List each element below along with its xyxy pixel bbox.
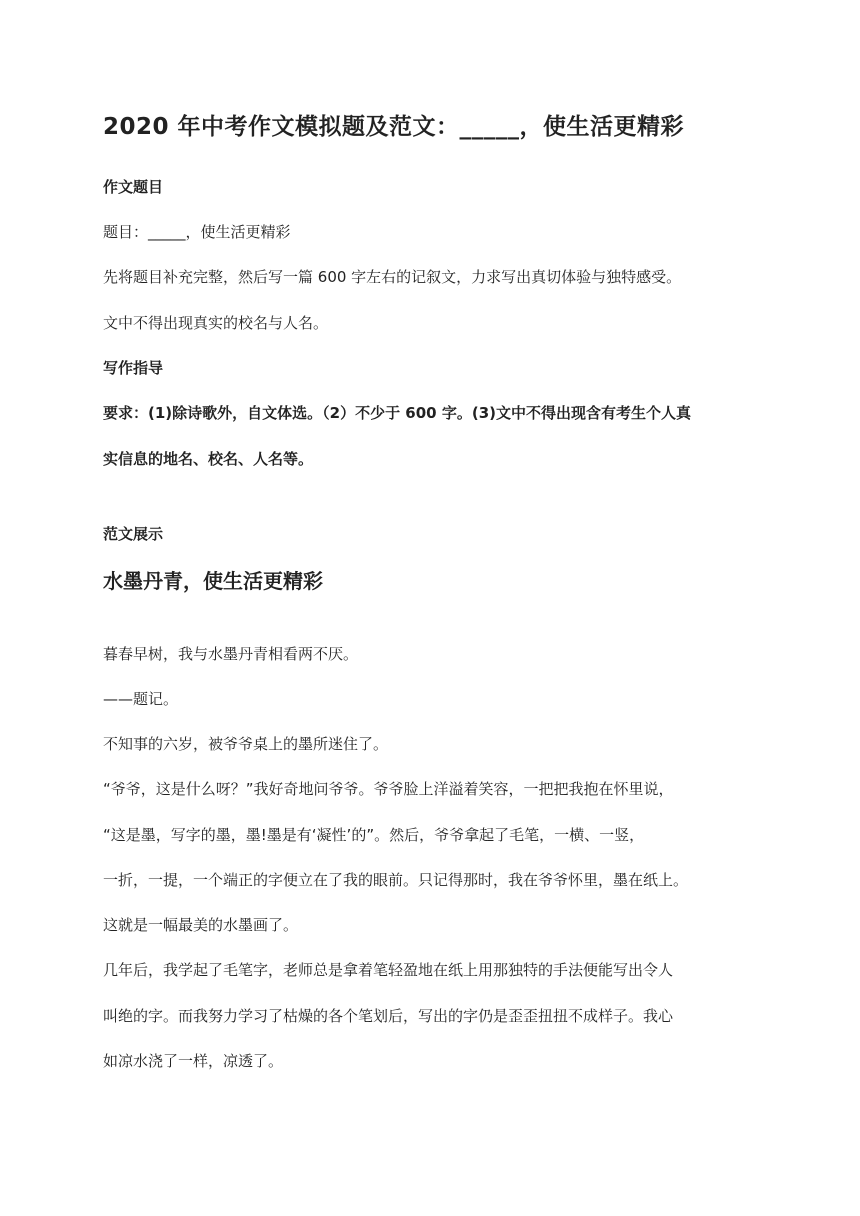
essay-title: 水墨丹青，使生活更精彩: [103, 569, 323, 593]
essay-heading: 范文展示: [103, 525, 164, 543]
topic-line-1: 题目：_____，使生活更精彩: [103, 223, 291, 241]
essay-line-6: 一折，一提，一个端正的字便立在了我的眼前。只记得那时，我在爷爷怀里，墨在纸上。: [103, 871, 689, 889]
essay-line-2: ——题记。: [103, 690, 179, 708]
essay-line-5: “这是墨，写字的墨，墨!墨是有‘凝性’的”。然后，爷爷拿起了毛笔，一横、一竖，: [103, 826, 645, 844]
topic-line-2: 先将题目补充完整，然后写一篇 600 字左右的记叙文，力求写出真切体验与独特感受。: [103, 268, 682, 286]
topic-line-3: 文中不得出现真实的校名与人名。: [103, 314, 329, 332]
essay-line-4: “爷爷，这是什么呀？”我好奇地问爷爷。爷爷脸上洋溢着笑容，一把把我抱在怀里说，: [103, 780, 674, 798]
essay-line-9: 叫绝的字。而我努力学习了枯燥的各个笔划后，写出的字仍是歪歪扭扭不成样子。我心: [103, 1007, 674, 1025]
essay-line-8: 几年后，我学起了毛笔字，老师总是拿着笔轻盈地在纸上用那独特的手法便能写出令人: [103, 961, 674, 979]
guide-line-2: 实信息的地名、校名、人名等。: [103, 450, 314, 468]
essay-line-1: 暮春早树，我与水墨丹青相看两不厌。: [103, 645, 359, 663]
document-title: 2020 年中考作文模拟题及范文：_____，使生活更精彩: [103, 114, 685, 140]
topic-heading: 作文题目: [103, 178, 164, 196]
guide-heading: 写作指导: [103, 359, 164, 377]
essay-line-3: 不知事的六岁，被爷爷桌上的墨所迷住了。: [103, 735, 389, 753]
guide-line-1: 要求：(1)除诗歌外，自文体选。（2）不少于 600 字。(3)文中不得出现含有考生个人真: [103, 404, 691, 422]
essay-line-7: 这就是一幅最美的水墨画了。: [103, 916, 299, 934]
essay-line-10: 如凉水浇了一样，凉透了。: [103, 1052, 284, 1070]
